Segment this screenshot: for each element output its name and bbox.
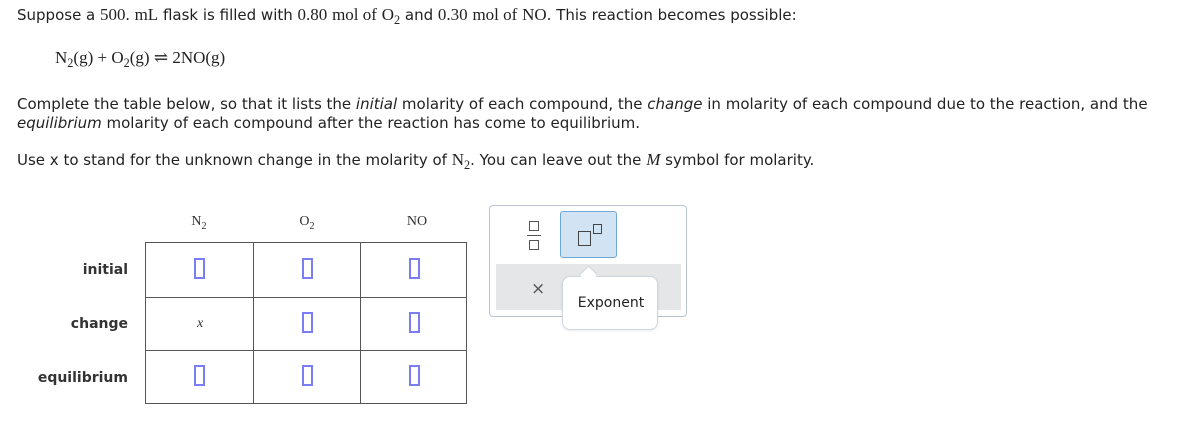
flask-volume: 500. xyxy=(100,5,130,24)
row-label-initial: initial xyxy=(82,262,128,278)
tooltip-label: Exponent xyxy=(577,295,645,311)
fraction-icon[interactable] xyxy=(527,221,543,251)
input-initial-o2[interactable] xyxy=(302,258,313,279)
exponent-base-icon xyxy=(578,231,591,246)
column-divider xyxy=(360,243,361,403)
no-amount: 0.30 xyxy=(437,5,468,24)
instruction-line-1: Complete the table below, so that it lists the initial molarity of each compound, the change in molarity of each compound due to the reaction, and the xyxy=(17,95,1148,113)
column-divider xyxy=(253,243,254,403)
row-divider xyxy=(146,297,466,298)
row-label-equilibrium: equilibrium xyxy=(37,370,128,386)
column-header-o2: $O_2$ xyxy=(299,214,315,232)
row-divider xyxy=(146,350,466,351)
exponent-power-icon xyxy=(593,224,602,234)
exponent-tooltip xyxy=(562,276,658,330)
exponent-button[interactable] xyxy=(560,211,617,258)
column-header-no: NO xyxy=(406,214,428,229)
input-equilibrium-o2[interactable] xyxy=(302,365,313,386)
input-equilibrium-no[interactable] xyxy=(409,365,420,386)
input-change-o2[interactable] xyxy=(302,312,313,333)
change-n2-value: x xyxy=(197,316,204,331)
column-header-n2: $N_2$ xyxy=(191,214,207,232)
input-initial-n2[interactable] xyxy=(194,258,205,279)
input-change-no[interactable] xyxy=(409,312,420,333)
o2-amount: 0.80 xyxy=(297,5,328,24)
clear-icon[interactable]: × xyxy=(531,279,546,299)
row-label-change: change xyxy=(70,316,128,332)
ice-table xyxy=(145,242,467,404)
reaction-equation: $N_2(g) + O_2(g)$ ⇌ 2NO(g) xyxy=(55,48,226,71)
question-intro: Suppose a 500. mL flask is filled with 0.80 mol of $O_2$ and 0.30 mol of NO. This reaction becomes possible: xyxy=(17,5,797,28)
input-equilibrium-n2[interactable] xyxy=(194,365,205,386)
input-initial-no[interactable] xyxy=(409,258,420,279)
instruction-line-3: Use x to stand for the unknown change in the molarity of $N_2$. You can leave out the M symbol for molarity. xyxy=(17,150,815,173)
equilibrium-arrow: ⇌ xyxy=(153,48,169,67)
instruction-line-2: equilibrium molarity of each compound after the reaction has come to equilibrium. xyxy=(17,114,641,132)
